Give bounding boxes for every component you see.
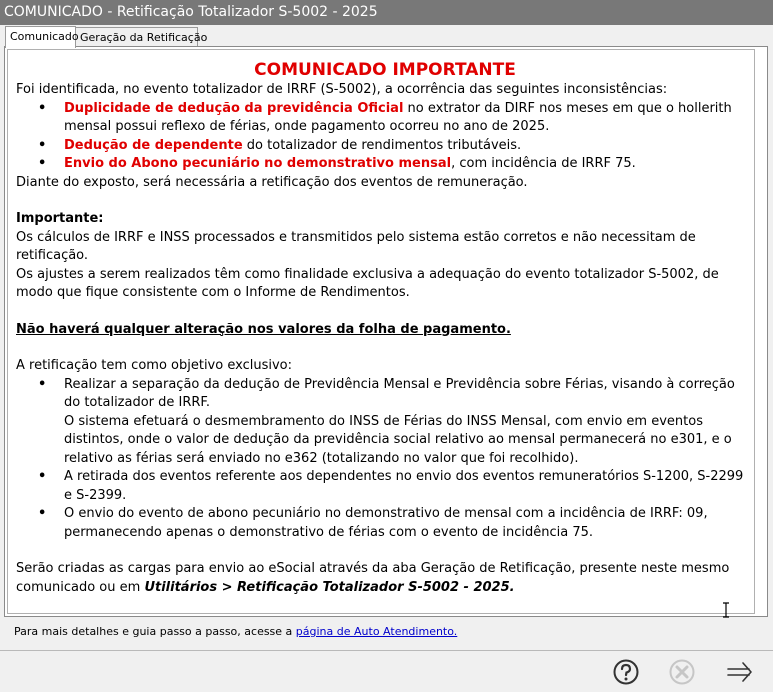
- important-paragraph: Os ajustes a serem realizados têm como finalidade exclusiva a adequação do evento totalizador S-5002, de modo que fique consistente com o Informe de Rendimentos.: [16, 266, 719, 300]
- footer-divider: [0, 650, 773, 651]
- issues-list: [16, 100, 754, 174]
- issue-text: no extrator da DIRF nos meses em que o hollerith mensal possui reflexo de férias, onde pagamento ocorreu no ano de 2025.: [64, 100, 732, 134]
- tab-geracao-retificacao[interactable]: Geração da Retificação: [75, 27, 198, 47]
- arrow-right-icon[interactable]: [725, 657, 755, 687]
- notice-content: [7, 49, 755, 614]
- question-circle-icon[interactable]: [611, 657, 641, 687]
- issue-highlight: Dedução de dependente: [64, 137, 243, 153]
- text-cursor-icon: [722, 602, 730, 618]
- x-circle-icon[interactable]: [667, 657, 697, 687]
- footer-text: Para mais detalhes e guia passo a passo, acesse a: [14, 625, 296, 638]
- tab-comunicado[interactable]: Comunicado: [5, 26, 76, 48]
- notice-heading: COMUNICADO IMPORTANTE: [254, 60, 516, 80]
- vertical-scrollbar[interactable]: [756, 49, 765, 614]
- notice-intro: Foi identificada, no evento totalizador de IRRF (S-5002), a ocorrência das seguintes inconsistências:: [16, 82, 668, 97]
- notice-conclusion: Diante do exposto, será necessária a retificação dos eventos de remuneração.: [16, 174, 528, 190]
- objective-extra: O sistema efetuará o desmembramento do INSS de Férias do INSS Mensal, com envio em eventos distintos, onde o valor de dedução da previdência social relativo ao mensal permanecerá no e301, e o relativo as férias será enviado no e362 (totalizando no valor que foi recolhido).: [64, 413, 732, 466]
- loads-menu-path: Utilitários > Retificação Totalizador S-5002 - 2025.: [144, 579, 515, 595]
- loads-paragraph: [16, 560, 754, 597]
- list-item: [16, 468, 754, 505]
- list-item: [16, 137, 754, 156]
- objective-text: • A retirada dos eventos referente aos dependentes no envio dos eventos remuneratórios S-1200, S-2299 e S-2399.: [64, 469, 744, 503]
- footer-help-text: [14, 625, 457, 638]
- important-paragraph: Os cálculos de IRRF e INSS processados e transmitidos pelo sistema estão corretos e não necessitam de retificação.: [16, 229, 696, 263]
- issue-highlight: Envio do Abono pecuniário no demonstrativo mensal: [64, 156, 452, 171]
- objective-text: • Realizar a separação da dedução de Previdência Mensal e Previdência sobre Férias, visando à correção do totalizador de IRRF.: [64, 376, 735, 410]
- issue-text: do totalizador de rendimentos tributáveis.: [242, 137, 522, 153]
- issue-highlight: Duplicidade de dedução da previdência Oficial: [64, 100, 404, 116]
- important-label: Importante:: [16, 211, 104, 226]
- no-change-statement: Não haverá qualquer alteração nos valores da folha de pagamento.: [16, 321, 511, 337]
- list-item: [16, 505, 754, 542]
- auto-atendimento-link[interactable]: página de Auto Atendimento.: [295, 625, 458, 638]
- objective-text: • O envio do evento de abono pecuniário no demonstrativo de mensal com a incidência de IRRF: 09, permanecendo apenas o demonstrativo de férias com o evento de incidência 75.: [64, 506, 708, 540]
- objective-intro: A retificação tem como objetivo exclusivo:: [16, 358, 292, 373]
- issue-text: , com incidência de IRRF 75.: [451, 156, 636, 171]
- list-item: [16, 155, 754, 174]
- list-item: [16, 376, 754, 469]
- tab-panel: [4, 46, 768, 617]
- list-item: [16, 100, 754, 137]
- objectives-list: [16, 376, 754, 543]
- loads-text: Serão criadas as cargas para envio ao eSocial através da aba Geração de Retificação, presente neste mesmo comunicado ou em: [16, 561, 730, 595]
- window-title: COMUNICADO - Retificação Totalizador S-5002 - 2025: [0, 0, 773, 25]
